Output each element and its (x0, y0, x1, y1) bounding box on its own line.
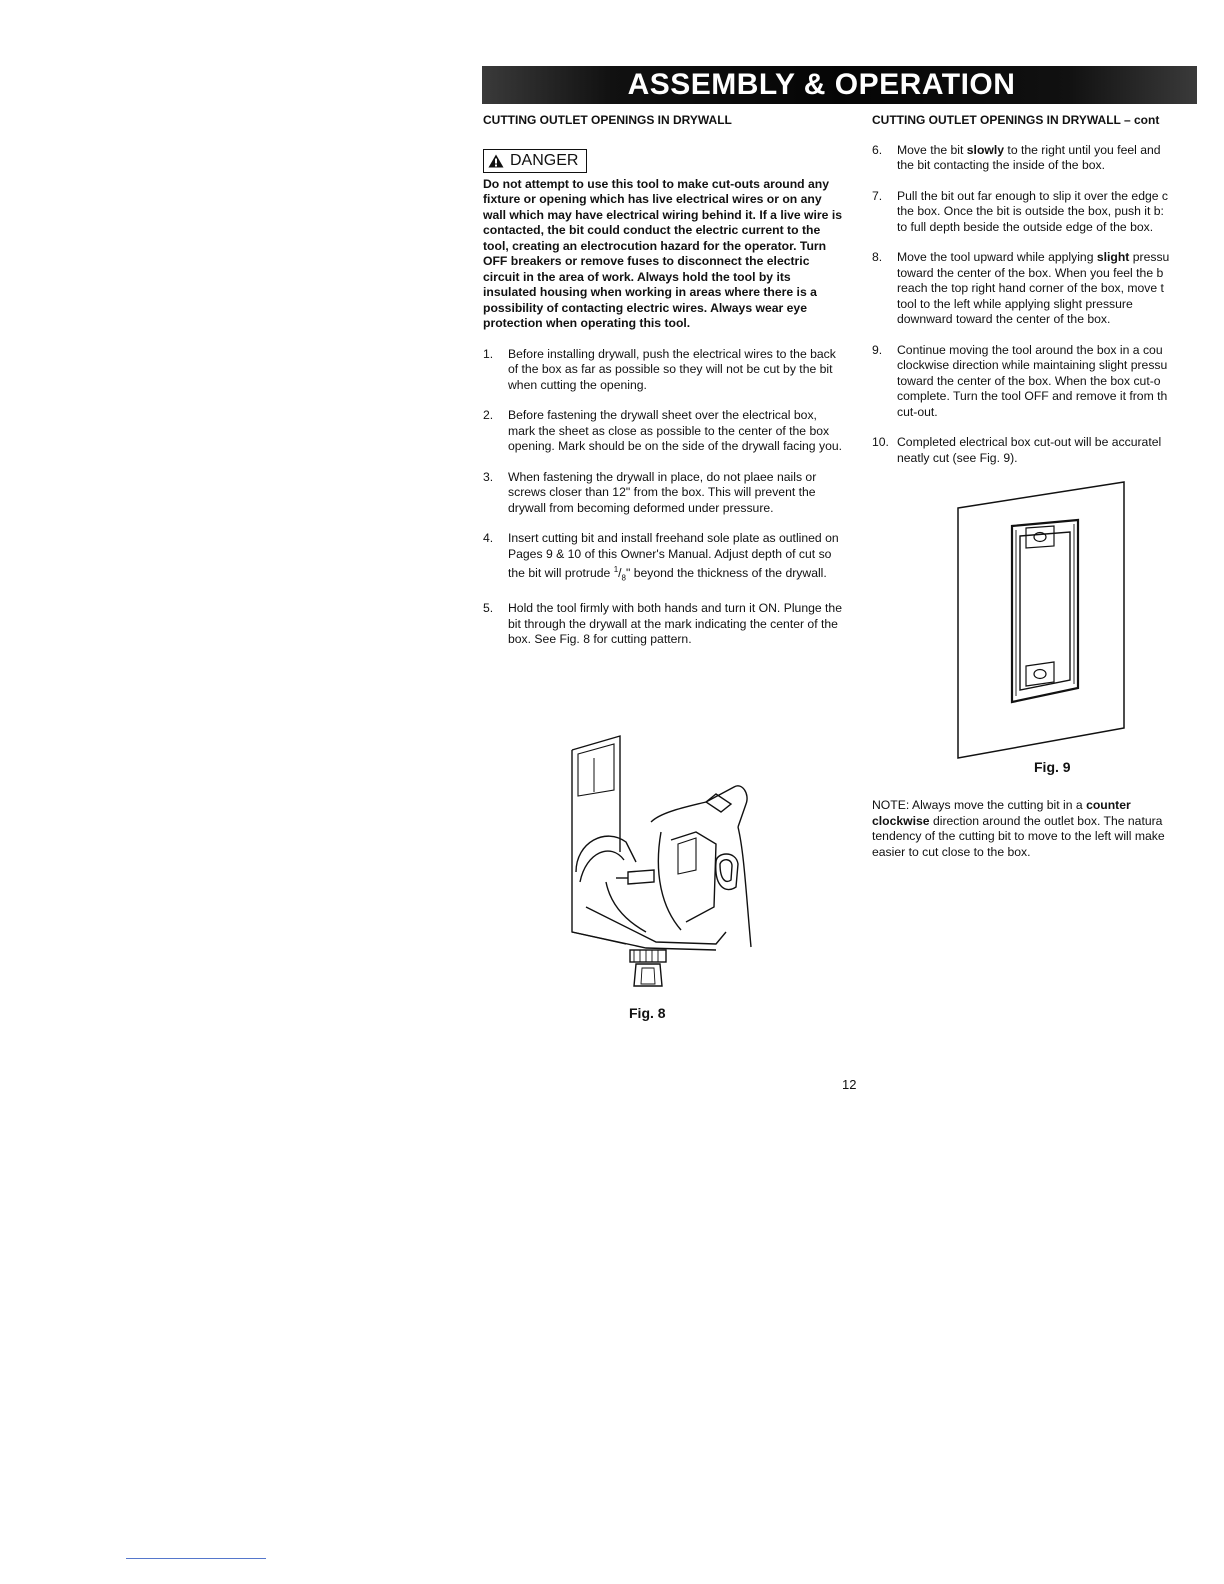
step-text: When fastening the drywall in place, do not plaee nails or screws closer than 12" from the box. This will prevent the drywall from becoming deformed under pressure. (508, 469, 817, 515)
step-text: Pull the bit out far enough to slip it over the edge c (897, 188, 1169, 203)
step-number: 10. (872, 435, 889, 449)
note-paragraph (872, 798, 1202, 860)
step-text: pressu (1129, 250, 1170, 264)
step-text: Move the bit (897, 142, 967, 157)
right-steps-list (872, 143, 1202, 467)
fig-9-label: Fig. 9 (1034, 759, 1071, 775)
scan-artifact-divider (126, 1558, 266, 1559)
fig-8-label: Fig. 8 (629, 1005, 666, 1021)
step-emphasis: slight (1096, 250, 1130, 264)
fraction-numerator: 1 (613, 565, 619, 574)
step-text: Hold the tool firmly with both hands and turn it ON. Plunge the bit through the drywall at the mark indicating the center of the box. See Fig. 8 for cutting pattern. (508, 601, 842, 646)
step-text: downward toward the center of the box. (897, 312, 1111, 326)
step-emphasis: slowly (966, 142, 1005, 157)
step-text: Before installing drywall, push the electrical wires to the back of the box as far as possible so they will not be cut by the bit when cutting the opening. (508, 346, 836, 392)
step-text: clockwise direction while maintaining slight pressu (897, 358, 1168, 372)
danger-label: DANGER (510, 151, 579, 169)
step-text: the box. Once the bit is outside the box, push it b: (897, 204, 1164, 218)
right-heading: CUTTING OUTLET OPENINGS IN DRYWALL – cont (872, 113, 1160, 127)
left-heading: CUTTING OUTLET OPENINGS IN DRYWALL (483, 113, 732, 127)
step-text: Insert cutting bit and install freehand sole plate as outlined on Pages 9 & 10 of this Owner's Manual. Adjust depth of cut so the bit will protrude (508, 531, 839, 581)
step-text-continued: " beyond the thickness of the drywall. (625, 566, 827, 581)
step-number: 4. (483, 531, 494, 545)
step-text: to the right until you feel and (1004, 142, 1161, 157)
note-block (872, 798, 1202, 860)
note-text: NOTE: Always move the cutting bit in a (872, 798, 1087, 812)
step-text: cut-out. (897, 404, 938, 419)
step-text: tool to the left while applying slight pressure (897, 296, 1133, 311)
step-9 (872, 343, 1202, 421)
step-text: Move the tool upward while applying (897, 250, 1097, 264)
right-column (872, 113, 1202, 466)
danger-label-box (483, 149, 587, 173)
step-text: neatly cut (see Fig. 9). (897, 450, 1018, 465)
step-number: 3. (483, 469, 494, 484)
step-text: to full depth beside the outside edge of the box. (897, 219, 1154, 234)
step-4: 4. Insert cutting bit and install freehand sole plate as outlined on Pages 9 & 10 of this Owner's Manual. Adjust depth of cut so the bit will protrude $^1/_8$" beyond the thickness of the drywall. (483, 531, 839, 583)
left-steps-list (483, 347, 843, 648)
step-8 (872, 250, 1202, 328)
step-number: 1. (483, 346, 494, 361)
step-text: toward the center of the box. When the box cut-o (897, 373, 1161, 388)
danger-warning-text: Do not attempt to use this tool to make cut-outs around any fixture or opening which has live electrical wires or on any wall which may have electrical wiring behind it. If a live wire is contacted, the bit could conduct the electric current to the tool, creating an electrocution hazard for the operator. Turn OFF breakers or remove fuses to disconnect the electric circuit in the area of work. Always hold the tool by its insulated housing when working in areas where there is a possibility of contacting electric wires. Always wear eye protection when operating this tool. (483, 176, 842, 330)
step-text: the bit contacting the inside of the box. (897, 158, 1106, 172)
section-banner (482, 66, 1197, 104)
step-3 (483, 470, 843, 517)
page-number: 12 (842, 1077, 857, 1092)
step-6 (872, 143, 1202, 174)
step-text: Before fastening the drywall sheet over the electrical box, mark the sheet as close as possible to the center of the box opening. Mark should be on the side of the drywall facing you. (508, 408, 843, 453)
note-text: direction around the outlet box. The natura (929, 813, 1163, 828)
note-emphasis: clockwise (872, 813, 930, 828)
step-number: 8. (872, 250, 883, 264)
step-number: 9. (872, 342, 883, 357)
step-1 (483, 347, 843, 394)
fig-8-router-illustration (566, 732, 756, 994)
step-5 (483, 601, 843, 648)
warning-triangle-icon (488, 154, 504, 168)
fraction-denominator: 8 (621, 573, 626, 583)
step-number: 5. (483, 601, 494, 615)
note-text: easier to cut close to the box. (872, 844, 1031, 859)
step-number: 6. (872, 142, 883, 157)
step-number: 2. (483, 408, 494, 422)
fig-9-outlet-box-illustration (956, 480, 1128, 762)
note-text: tendency of the cutting bit to move to the left will make (872, 829, 1165, 843)
step-7 (872, 189, 1202, 236)
step-text: toward the center of the box. When you feel the b (897, 265, 1164, 280)
step-text: Continue moving the tool around the box in a cou (897, 342, 1163, 357)
step-text: complete. Turn the tool OFF and remove it from th (897, 389, 1168, 403)
step-text: Completed electrical box cut-out will be accuratel (897, 435, 1162, 449)
step-10 (872, 435, 1202, 466)
banner-title: ASSEMBLY & OPERATION (627, 68, 1016, 101)
note-emphasis: counter (1086, 798, 1131, 812)
left-column (483, 113, 843, 648)
step-number: 7. (872, 188, 883, 203)
step-text: reach the top right hand corner of the box, move t (897, 281, 1164, 295)
step-2 (483, 408, 843, 455)
